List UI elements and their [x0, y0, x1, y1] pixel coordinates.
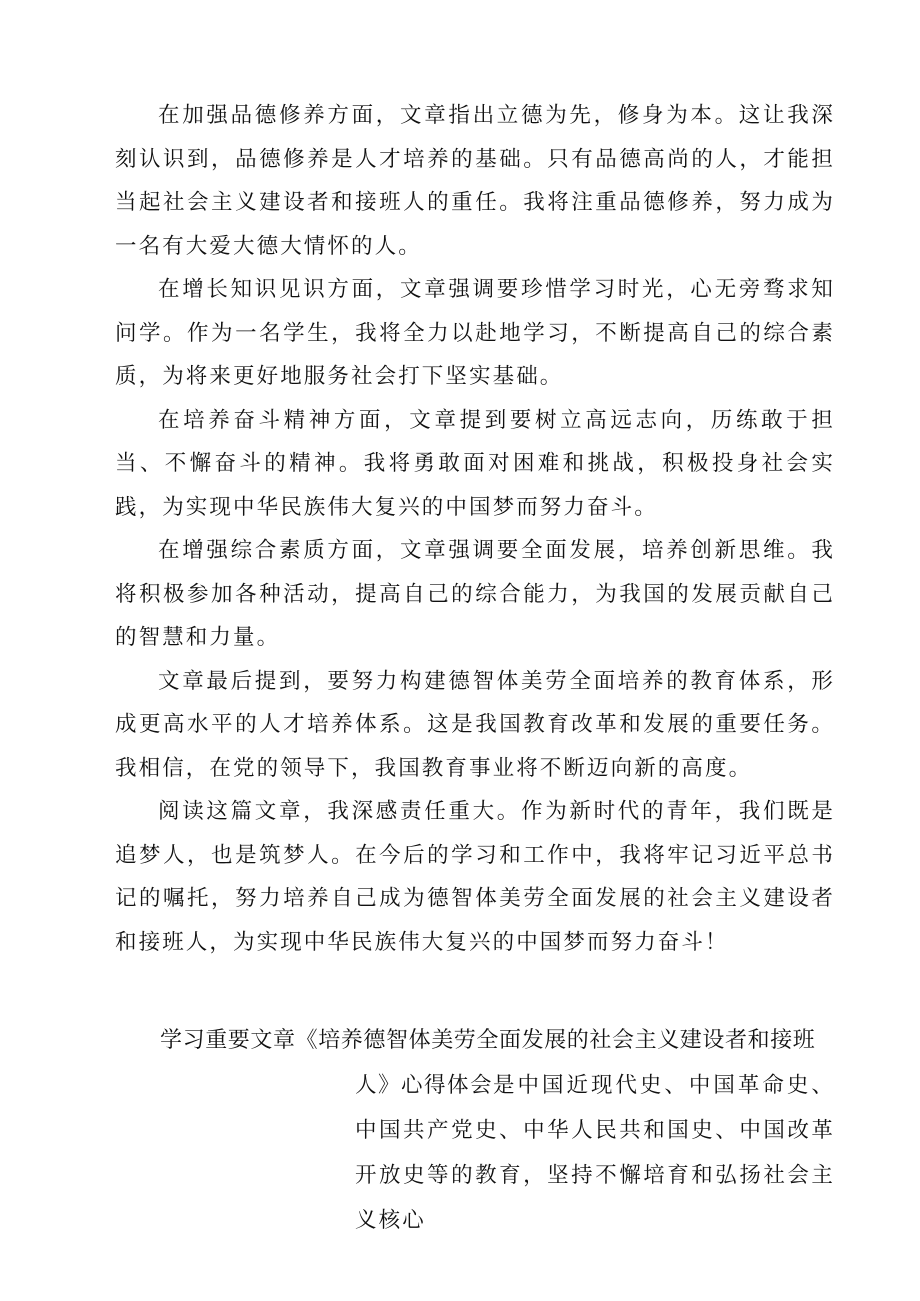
- paragraph-comprehensive-quality: 在增强综合素质方面，文章强调要全面发展，培养创新思维。我将积极参加各种活动，提高自己的综合能力，为我国的发展贡献自己的智慧和力量。: [115, 538, 835, 650]
- paragraph-conclusion: 阅读这篇文章，我深感责任重大。作为新时代的青年，我们既是追梦人，也是筑梦人。在今后的学习和工作中，我将牢记习近平总书记的嘱托，努力培养自己成为德智体美劳全面发展的社会主义建设者和接班人，为实现中华民族伟大复兴的中国梦而努力奋斗！: [115, 799, 835, 955]
- next-article-heading: [160, 1018, 836, 1233]
- paragraph-moral-cultivation: 在加强品德修养方面，文章指出立德为先，修身为本。这让我深刻认识到，品德修养是人才培养的基础。只有品德高尚的人，才能担当起社会主义建设者和接班人的重任。我将注重品德修养，努力成为一名有大爱大德大情怀的人。: [115, 103, 835, 259]
- heading-title-end: 人》心得体会: [355, 1073, 493, 1098]
- heading-body-text: 是中国近现代史、中国革命史、中国共产党史、中华人民共和国史、中国改革开放史等的教育，坚持不懈培育和弘扬社会主义核心: [355, 1073, 835, 1233]
- paragraph-striving-spirit: 在培养奋斗精神方面，文章提到要树立高远志向，历练敢于担当、不懈奋斗的精神。我将勇敢面对困难和挑战，积极投身社会实践，为实现中华民族伟大复兴的中国梦而努力奋斗。: [115, 407, 835, 520]
- heading-continuation: [355, 1063, 835, 1243]
- paragraph-education-system: 文章最后提到，要努力构建德智体美劳全面培养的教育体系，形成更高水平的人才培养体系。这是我国教育改革和发展的重要任务。我相信，在党的领导下，我国教育事业将不断迈向新的高度。: [115, 668, 835, 781]
- paragraph-knowledge: 在增长知识见识方面，文章强调要珍惜学习时光，心无旁骛求知问学。作为一名学生，我将全力以赴地学习，不断提高自己的综合素质，为将来更好地服务社会打下坚实基础。: [115, 277, 835, 389]
- heading-title-line: 学习重要文章《培养德智体美劳全面发展的社会主义建设者和接班: [160, 1028, 816, 1053]
- article-body: [115, 94, 835, 964]
